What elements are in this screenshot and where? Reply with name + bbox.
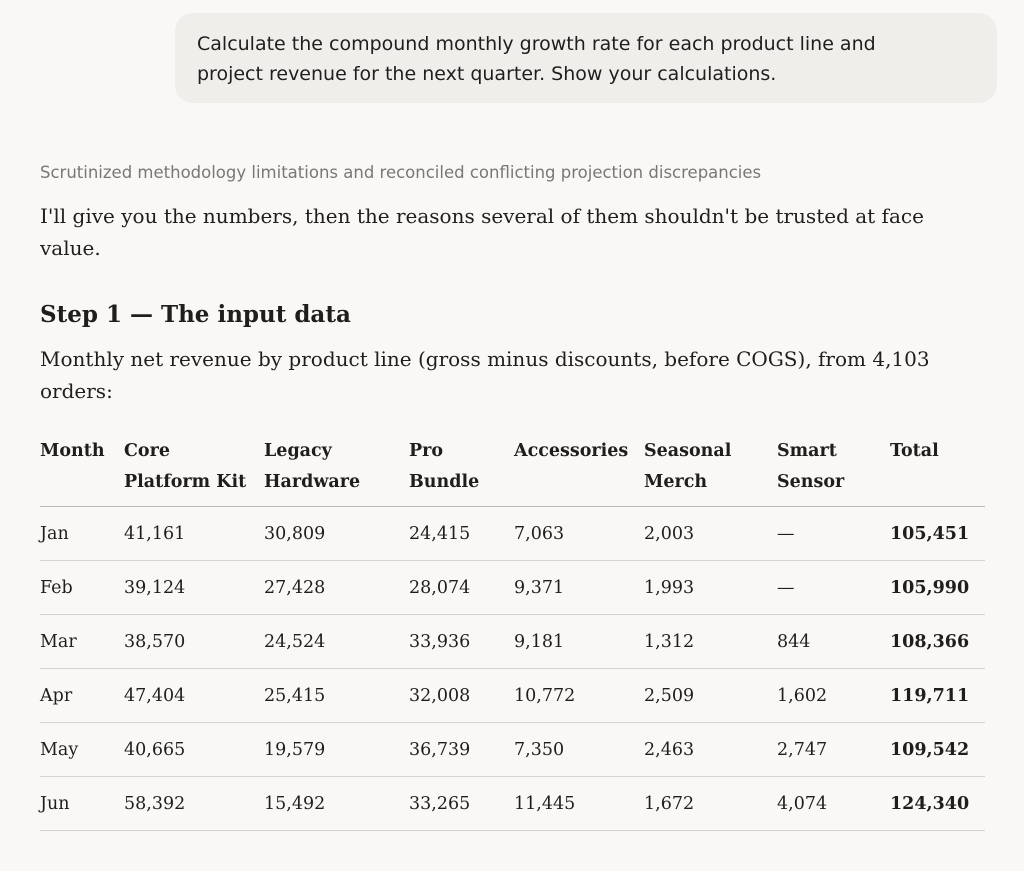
cell-core-platform-kit: 39,124 <box>124 561 264 615</box>
cell-legacy-hardware: 25,415 <box>264 669 409 723</box>
cell-total: 108,366 <box>890 615 985 669</box>
user-message-line-2: project revenue for the next quarter. Show your calculations. <box>197 63 777 85</box>
cell-pro-bundle: 33,936 <box>409 615 514 669</box>
table-row <box>40 669 985 723</box>
cell-seasonal-merch: 2,003 <box>644 507 777 561</box>
cell-seasonal-merch: 2,509 <box>644 669 777 723</box>
header-accessories: Accessories <box>514 432 644 507</box>
cell-total: 119,711 <box>890 669 985 723</box>
cell-legacy-hardware: 27,428 <box>264 561 409 615</box>
cell-month: Jun <box>40 777 124 831</box>
cell-legacy-hardware: 30,809 <box>264 507 409 561</box>
cell-month: Apr <box>40 669 124 723</box>
cell-accessories: 7,350 <box>514 723 644 777</box>
header-seasonal-merch: Seasonal Merch <box>644 432 777 507</box>
cell-accessories: 11,445 <box>514 777 644 831</box>
cell-pro-bundle: 33,265 <box>409 777 514 831</box>
cell-total: 105,451 <box>890 507 985 561</box>
cell-total: 105,990 <box>890 561 985 615</box>
response-intro: I'll give you the numbers, then the reasons several of them shouldn't be trusted at face value. <box>40 204 924 260</box>
cell-pro-bundle: 24,415 <box>409 507 514 561</box>
cell-month: Mar <box>40 615 124 669</box>
cell-seasonal-merch: 2,463 <box>644 723 777 777</box>
table-row <box>40 561 985 615</box>
cell-legacy-hardware: 19,579 <box>264 723 409 777</box>
header-pro-bundle: Pro Bundle <box>409 432 514 507</box>
cell-accessories: 10,772 <box>514 669 644 723</box>
revenue-table <box>40 432 985 831</box>
cell-smart-sensor: — <box>777 561 890 615</box>
cell-seasonal-merch: 1,672 <box>644 777 777 831</box>
cell-accessories: 7,063 <box>514 507 644 561</box>
user-message-bubble <box>175 13 997 103</box>
cell-core-platform-kit: 58,392 <box>124 777 264 831</box>
cell-pro-bundle: 36,739 <box>409 723 514 777</box>
header-smart-sensor: Smart Sensor <box>777 432 890 507</box>
cell-legacy-hardware: 24,524 <box>264 615 409 669</box>
cell-legacy-hardware: 15,492 <box>264 777 409 831</box>
header-legacy-hardware: Legacy Hardware <box>264 432 409 507</box>
table-row <box>40 615 985 669</box>
cell-core-platform-kit: 41,161 <box>124 507 264 561</box>
header-month: Month <box>40 432 124 507</box>
cell-seasonal-merch: 1,312 <box>644 615 777 669</box>
cell-total: 124,340 <box>890 777 985 831</box>
cell-accessories: 9,181 <box>514 615 644 669</box>
table-row <box>40 723 985 777</box>
cell-smart-sensor: 844 <box>777 615 890 669</box>
cell-core-platform-kit: 40,665 <box>124 723 264 777</box>
header-total: Total <box>890 432 985 507</box>
user-message-line-1: Calculate the compound monthly growth rate for each product line and <box>197 33 876 55</box>
cell-smart-sensor: 4,074 <box>777 777 890 831</box>
header-core-platform-kit: Core Platform Kit <box>124 432 264 507</box>
cell-pro-bundle: 28,074 <box>409 561 514 615</box>
cell-pro-bundle: 32,008 <box>409 669 514 723</box>
table-row <box>40 777 985 831</box>
cell-total: 109,542 <box>890 723 985 777</box>
cell-smart-sensor: — <box>777 507 890 561</box>
cell-month: May <box>40 723 124 777</box>
table-row <box>40 507 985 561</box>
cell-month: Feb <box>40 561 124 615</box>
cell-month: Jan <box>40 507 124 561</box>
step-1-description: Monthly net revenue by product line (gross minus discounts, before COGS), from 4,103 orders: <box>40 347 930 403</box>
cell-seasonal-merch: 1,993 <box>644 561 777 615</box>
table-header-row <box>40 432 985 507</box>
cell-smart-sensor: 2,747 <box>777 723 890 777</box>
cell-core-platform-kit: 38,570 <box>124 615 264 669</box>
cell-smart-sensor: 1,602 <box>777 669 890 723</box>
step-1-heading: Step 1 — The input data <box>40 301 351 328</box>
thinking-summary[interactable]: Scrutinized methodology limitations and reconciled conflicting projection discrepancies <box>40 163 762 182</box>
cell-core-platform-kit: 47,404 <box>124 669 264 723</box>
cell-accessories: 9,371 <box>514 561 644 615</box>
